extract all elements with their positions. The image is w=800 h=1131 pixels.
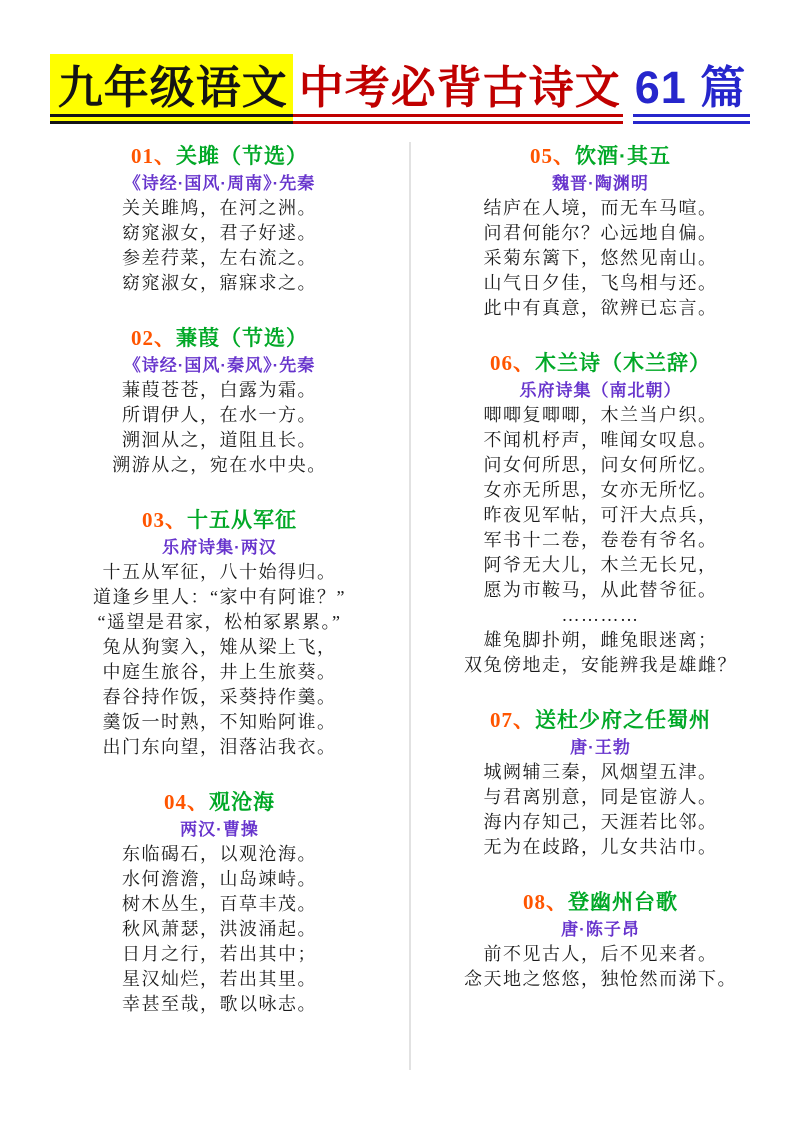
poem-line: 双兔傍地走，安能辨我是雄雌？ — [464, 654, 737, 675]
poem-title — [411, 349, 790, 378]
poem-line: 所谓伊人，在水一方。 — [122, 404, 317, 425]
poem-attribution: 《诗经·国风·周南》·先秦 — [123, 173, 316, 193]
poem-block — [411, 142, 790, 321]
poem-number: 08、 — [523, 889, 568, 914]
poem-line: 昨夜见军帖，可汗大点兵， — [483, 504, 718, 525]
poem-attribution: 乐府诗集（南北朝） — [519, 380, 682, 400]
poem-number: 04、 — [164, 789, 209, 814]
poem-block — [30, 324, 409, 478]
poem-title — [411, 706, 790, 735]
poem-line: 日月之行，若出其中； — [122, 943, 317, 964]
poem-line: 前不见古人，后不见来者。 — [483, 943, 718, 964]
poem-block — [30, 506, 409, 760]
column-left — [30, 142, 409, 1045]
poem-attribution: 乐府诗集·两汉 — [162, 537, 277, 557]
poem-line: 此中有真意，欲辨已忘言。 — [483, 297, 718, 318]
poem-name: 蒹葭（节选） — [176, 326, 308, 350]
poem-line: “遥望是君家，松柏冢累累。” — [97, 611, 342, 632]
poem-title — [411, 142, 790, 171]
poem-number: 02、 — [131, 325, 176, 350]
poem-line: 与君离别意，同是宦游人。 — [483, 786, 718, 807]
poem-line: 溯游从之，宛在水中央。 — [112, 454, 327, 475]
poem-line: 愿为市鞍马，从此替爷征。 — [483, 579, 718, 600]
poem-title — [30, 142, 409, 171]
poem-line: 水何澹澹，山岛竦峙。 — [122, 868, 317, 889]
poem-line: 蒹葭苍苍，白露为霜。 — [122, 379, 317, 400]
poem-name: 送杜少府之任蜀州 — [535, 708, 711, 732]
poem-line: 女亦无所思，女亦无所忆。 — [483, 479, 718, 500]
poem-title — [411, 888, 790, 917]
poem-line: 溯洄从之，道阻且长。 — [122, 429, 317, 450]
poem-line: 窈窕淑女，君子好逑。 — [122, 222, 317, 243]
grade-label: 九年级语文 — [50, 54, 293, 124]
poem-line: 念天地之悠悠，独怆然而涕下。 — [464, 968, 737, 989]
poem-line: 幸甚至哉，歌以咏志。 — [122, 993, 317, 1014]
poem-line: 结庐在人境，而无车马喧。 — [483, 197, 718, 218]
poem-line: 军书十二卷，卷卷有爷名。 — [483, 529, 718, 550]
poem-line: 十五从军征，八十始得归。 — [102, 561, 337, 582]
poem-title — [30, 788, 409, 817]
poem-line: 树木丛生，百草丰茂。 — [122, 893, 317, 914]
poem-number: 06、 — [490, 350, 535, 375]
poem-line: 问女何所思，问女何所忆。 — [483, 454, 718, 475]
poem-line: 阿爷无大儿，木兰无长兄， — [483, 554, 718, 575]
poem-line: 雄兔脚扑朔，雌兔眼迷离； — [483, 629, 718, 650]
poem-name: 饮酒·其五 — [575, 144, 671, 168]
poem-name: 木兰诗（木兰辞） — [535, 351, 711, 375]
poem-line: 无为在歧路，儿女共沾巾。 — [483, 836, 718, 857]
poem-number: 07、 — [490, 707, 535, 732]
poem-line: 城阙辅三秦，风烟望五津。 — [483, 761, 718, 782]
poem-attribution: 两汉·曹操 — [180, 819, 259, 839]
poem-line: ………… — [561, 604, 640, 625]
poem-line: 窈窕淑女，寤寐求之。 — [122, 272, 317, 293]
poem-line: 中庭生旅谷，井上生旅葵。 — [102, 661, 337, 682]
poem-line: 出门东向望，泪落沾我衣。 — [102, 736, 337, 757]
poem-columns — [0, 142, 800, 1070]
poem-line: 不闻机杼声，唯闻女叹息。 — [483, 429, 718, 450]
poem-line: 海内存知己，天涯若比邻。 — [483, 811, 718, 832]
count-label: 61 篇 — [633, 54, 751, 124]
poem-attribution: 唐·陈子昂 — [561, 919, 640, 939]
poem-line: 舂谷持作饭，采葵持作羹。 — [102, 686, 337, 707]
poem-line: 东临碣石，以观沧海。 — [122, 843, 317, 864]
poem-block — [30, 142, 409, 296]
poem-line: 问君何能尔？心远地自偏。 — [483, 222, 718, 243]
poem-name: 十五从军征 — [187, 508, 297, 532]
poem-number: 05、 — [530, 143, 575, 168]
page-title — [0, 0, 800, 124]
poem-name: 关雎（节选） — [176, 144, 308, 168]
poem-name: 登幽州台歌 — [568, 890, 678, 914]
column-right — [411, 142, 790, 1020]
poem-line: 山气日夕佳，飞鸟相与还。 — [483, 272, 718, 293]
poem-block — [30, 788, 409, 1017]
poem-line: 道逢乡里人：“家中有阿谁？” — [93, 586, 346, 607]
poem-title — [30, 506, 409, 535]
poem-line: 星汉灿烂，若出其里。 — [122, 968, 317, 989]
exam-label: 中考必背古诗文 — [293, 54, 623, 124]
poem-attribution: 唐·王勃 — [570, 737, 631, 757]
poem-line: 采菊东篱下，悠然见南山。 — [483, 247, 718, 268]
poem-name: 观沧海 — [209, 790, 275, 814]
poem-number: 03、 — [142, 507, 187, 532]
poem-line: 唧唧复唧唧，木兰当户织。 — [483, 404, 718, 425]
poem-line: 关关雎鸠，在河之洲。 — [122, 197, 317, 218]
poem-line: 羹饭一时熟，不知贻阿谁。 — [102, 711, 337, 732]
poem-line: 兔从狗窦入，雉从梁上飞， — [102, 636, 337, 657]
poem-title — [30, 324, 409, 353]
poem-line: 秋风萧瑟，洪波涌起。 — [122, 918, 317, 939]
poem-attribution: 《诗经·国风·秦风》·先秦 — [123, 355, 316, 375]
poem-number: 01、 — [131, 143, 176, 168]
poem-block — [411, 349, 790, 678]
poem-line: 参差荇菜，左右流之。 — [122, 247, 317, 268]
poem-block — [411, 888, 790, 992]
poem-attribution: 魏晋·陶渊明 — [552, 173, 649, 193]
poem-block — [411, 706, 790, 860]
